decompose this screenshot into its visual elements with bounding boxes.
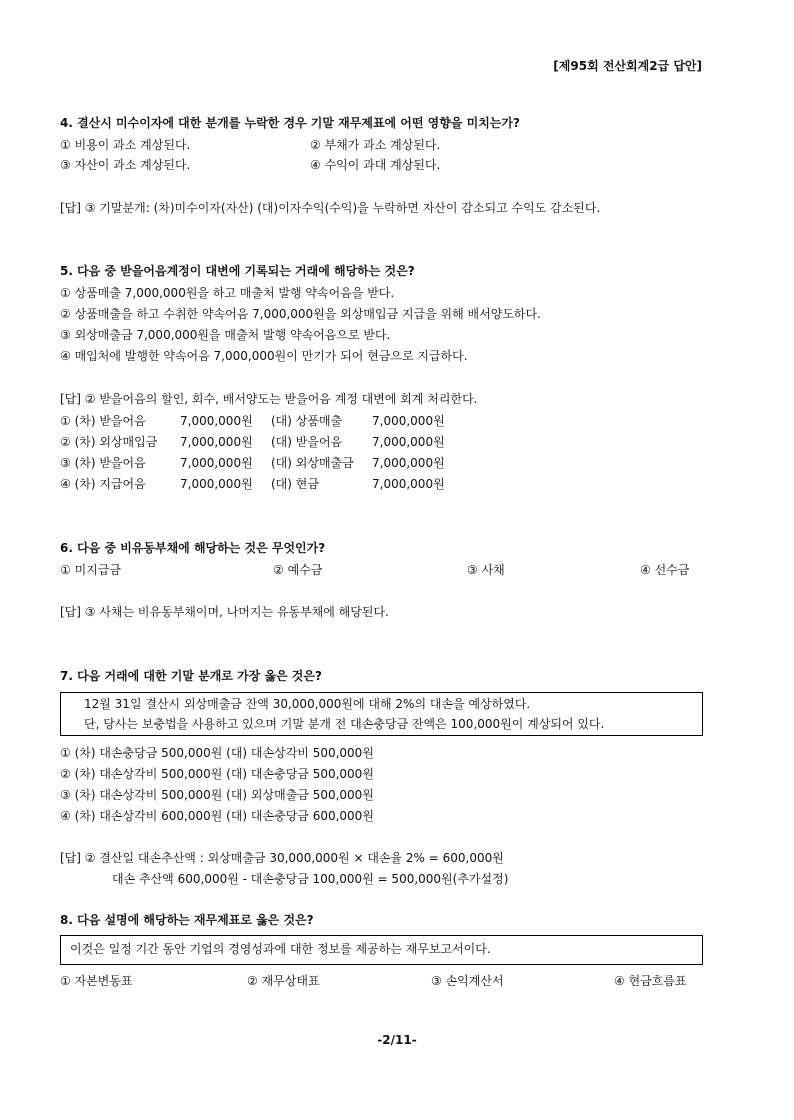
q5-answer: [답] ② 받을어음의 할인, 회수, 배서양도는 받을어음 계정 대변에 회계 처리한다.: [60, 392, 478, 406]
q5-question: 5. 다음 중 받을어음계정이 대변에 기록되는 거래에 해당하는 것은?: [60, 264, 415, 278]
q5-entry-3-debit: ③ (차) 받을어음: [60, 456, 146, 470]
q4-option-4: ④ 수익이 과대 계상된다.: [310, 158, 441, 172]
q5-entry-4-debit-amount: 7,000,000원: [180, 477, 253, 491]
q5-entry-3-debit-amount: 7,000,000원: [180, 456, 253, 470]
q8-description: 이것은 일정 기간 동안 기업의 경영성과에 대한 정보를 제공하는 재무보고서이다.: [70, 942, 491, 956]
q5-entry-2-credit: (대) 받을어음: [271, 435, 343, 449]
q6-answer: [답] ③ 사채는 비유동부채이며, 나머지는 유동부채에 해당된다.: [60, 605, 389, 619]
q5-entry-3-credit-amount: 7,000,000원: [372, 456, 445, 470]
q7-answer-line-1: [답] ② 결산일 대손추산액 : 외상매출금 30,000,000원 × 대손율 2% = 600,000원: [60, 851, 504, 865]
q5-entry-2-credit-amount: 7,000,000원: [372, 435, 445, 449]
q4-option-2: ② 부채가 과소 계상된다.: [310, 138, 441, 152]
q5-option-1: ① 상품매출 7,000,000원을 하고 매출처 발행 약속어음을 받다.: [60, 286, 395, 300]
page-number: -2/11-: [377, 1033, 417, 1047]
q5-option-2: ② 상품매출을 하고 수취한 약속어음 7,000,000원을 외상매입금 지급을 위해 배서양도하다.: [60, 307, 541, 321]
q7-option-2: ② (차) 대손상각비 500,000원 (대) 대손충당금 500,000원: [60, 767, 374, 781]
q7-condition-line-2: 단, 당사는 보충법을 사용하고 있으며 기말 분개 전 대손충당금 잔액은 100,000원이 계상되어 있다.: [84, 717, 605, 731]
q6-option-1: ① 미지급금: [60, 563, 121, 577]
q4-question: 4. 결산시 미수이자에 대한 분개를 누락한 경우 기말 재무제표에 어떤 영향을 미치는가?: [60, 116, 520, 130]
q4-answer: [답] ③ 기말분개: (차)미수이자(자산) (대)이자수익(수익)을 누락하면 자산이 감소되고 수익도 감소된다.: [60, 201, 601, 215]
q5-entry-1-debit: ① (차) 받을어음: [60, 414, 146, 428]
q8-question: 8. 다음 설명에 해당하는 재무제표로 옳은 것은?: [60, 913, 314, 927]
page-header: [제95회 전산회계2급 답안]: [553, 59, 702, 73]
q8-option-4: ④ 현금흐름표: [614, 974, 687, 988]
q4-option-1: ① 비용이 과소 계상된다.: [60, 138, 191, 152]
q6-option-4: ④ 선수금: [640, 563, 690, 577]
q7-option-3: ③ (차) 대손상각비 500,000원 (대) 외상매출금 500,000원: [60, 788, 374, 802]
q8-option-3: ③ 손익계산서: [431, 974, 504, 988]
q6-question: 6. 다음 중 비유동부채에 해당하는 것은 무엇인가?: [60, 541, 326, 555]
q7-condition-line-1: 12월 31일 결산시 외상매출금 잔액 30,000,000원에 대해 2%의 대손을 예상하였다.: [84, 697, 531, 711]
q5-option-3: ③ 외상매출금 7,000,000원을 매출처 발행 약속어음으로 받다.: [60, 328, 391, 342]
q4-option-3: ③ 자산이 과소 계상된다.: [60, 158, 191, 172]
q5-entry-4-debit: ④ (차) 지급어음: [60, 477, 146, 491]
q6-option-2: ② 예수금: [273, 563, 323, 577]
q5-entry-2-debit-amount: 7,000,000원: [180, 435, 253, 449]
q5-entry-2-debit: ② (차) 외상매입금: [60, 435, 158, 449]
q8-option-2: ② 재무상태표: [247, 974, 320, 988]
q5-entry-4-credit: (대) 현금: [271, 477, 319, 491]
q5-entry-4-credit-amount: 7,000,000원: [372, 477, 445, 491]
q7-option-4: ④ (차) 대손상각비 600,000원 (대) 대손충당금 600,000원: [60, 809, 374, 823]
q5-entry-3-credit: (대) 외상매출금: [271, 456, 354, 470]
q5-entry-1-credit-amount: 7,000,000원: [372, 414, 445, 428]
q7-answer-line-2: 대손 추산액 600,000원 - 대손충당금 100,000원 = 500,000원(추가설정): [112, 872, 509, 886]
q6-option-3: ③ 사채: [467, 563, 505, 577]
q7-question: 7. 다음 거래에 대한 기말 분개로 가장 옳은 것은?: [60, 669, 322, 683]
q7-option-1: ① (차) 대손충당금 500,000원 (대) 대손상각비 500,000원: [60, 746, 374, 760]
q5-entry-1-credit: (대) 상품매출: [271, 414, 343, 428]
q5-option-4: ④ 매입처에 발행한 약속어음 7,000,000원이 만기가 되어 현금으로 지급하다.: [60, 349, 468, 363]
q8-option-1: ① 자본변동표: [60, 974, 133, 988]
q5-entry-1-debit-amount: 7,000,000원: [180, 414, 253, 428]
